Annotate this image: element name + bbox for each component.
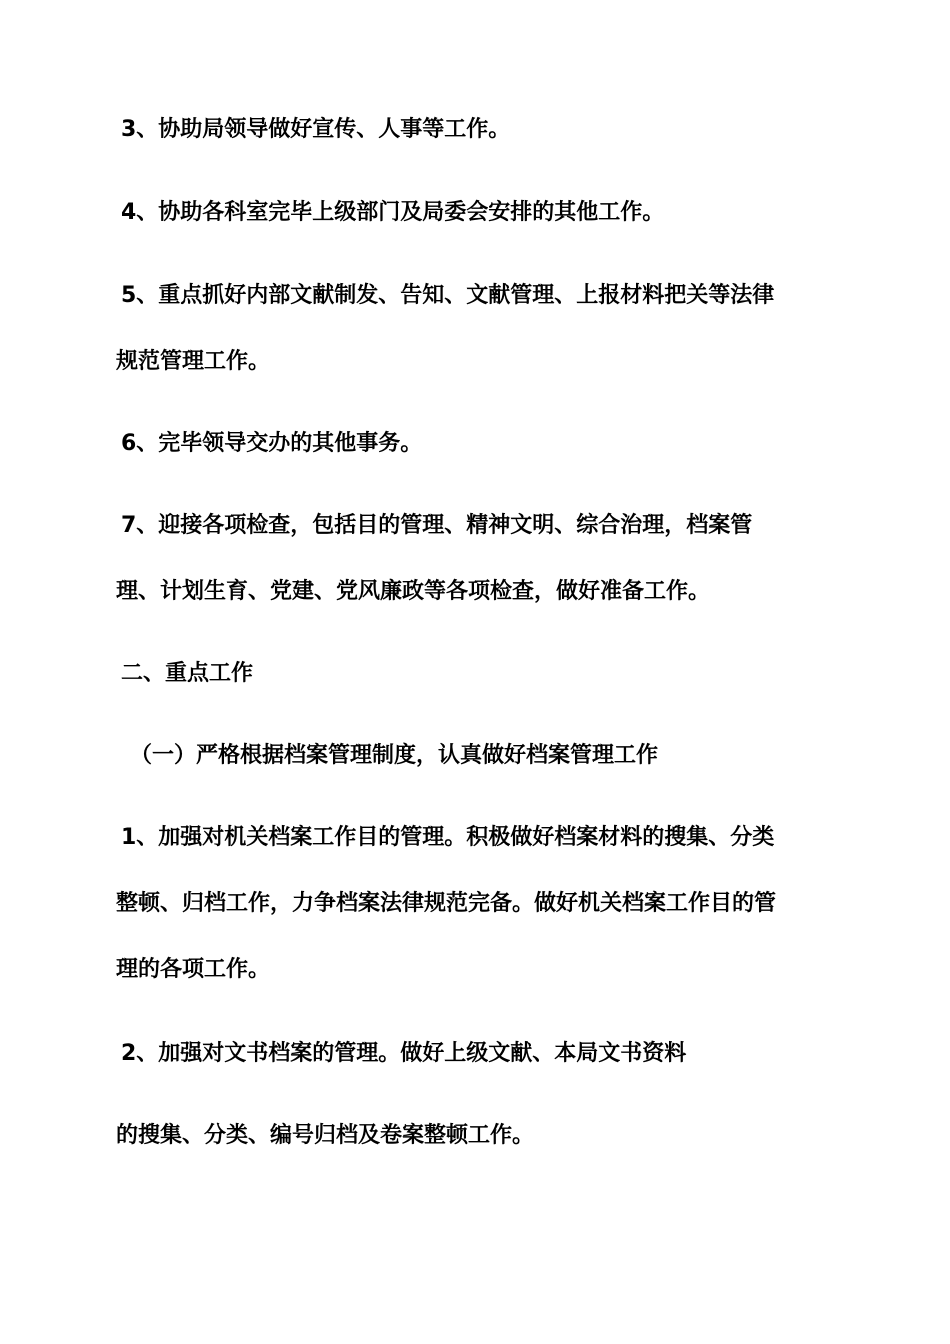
paragraph-line: 理的各项工作。 <box>116 957 271 982</box>
list-item: 7、迎接各项检查，包括目的管理、精神文明、综合治理，档案管 <box>121 513 753 538</box>
section-heading: 二、重点工作 <box>121 661 254 686</box>
paragraph-line: 的搜集、分类、编号归档及卷案整顿工作。 <box>116 1123 535 1148</box>
paragraph-line: 整顿、归档工作，力争档案法律规范完备。做好机关档案工作目的管 <box>116 891 777 916</box>
paragraph-line: 规范管理工作。 <box>116 349 271 374</box>
list-item: 4、协助各科室完毕上级部门及局委会安排的其他工作。 <box>121 200 665 225</box>
paragraph-line: 理、计划生育、党建、党风廉政等各项检查，做好准备工作。 <box>116 579 711 604</box>
list-item: 6、完毕领导交办的其他事务。 <box>121 431 423 456</box>
list-item: 2、加强对文书档案的管理。做好上级文献、本局文书资料 <box>121 1041 687 1066</box>
list-item: 5、重点抓好内部文献制发、告知、文献管理、上报材料把关等法律 <box>121 283 775 308</box>
subsection-heading: （一）严格根据档案管理制度，认真做好档案管理工作 <box>130 743 659 768</box>
list-item: 3、协助局领导做好宣传、人事等工作。 <box>121 117 511 142</box>
list-item: 1、加强对机关档案工作目的管理。积极做好档案材料的搜集、分类 <box>121 825 775 850</box>
